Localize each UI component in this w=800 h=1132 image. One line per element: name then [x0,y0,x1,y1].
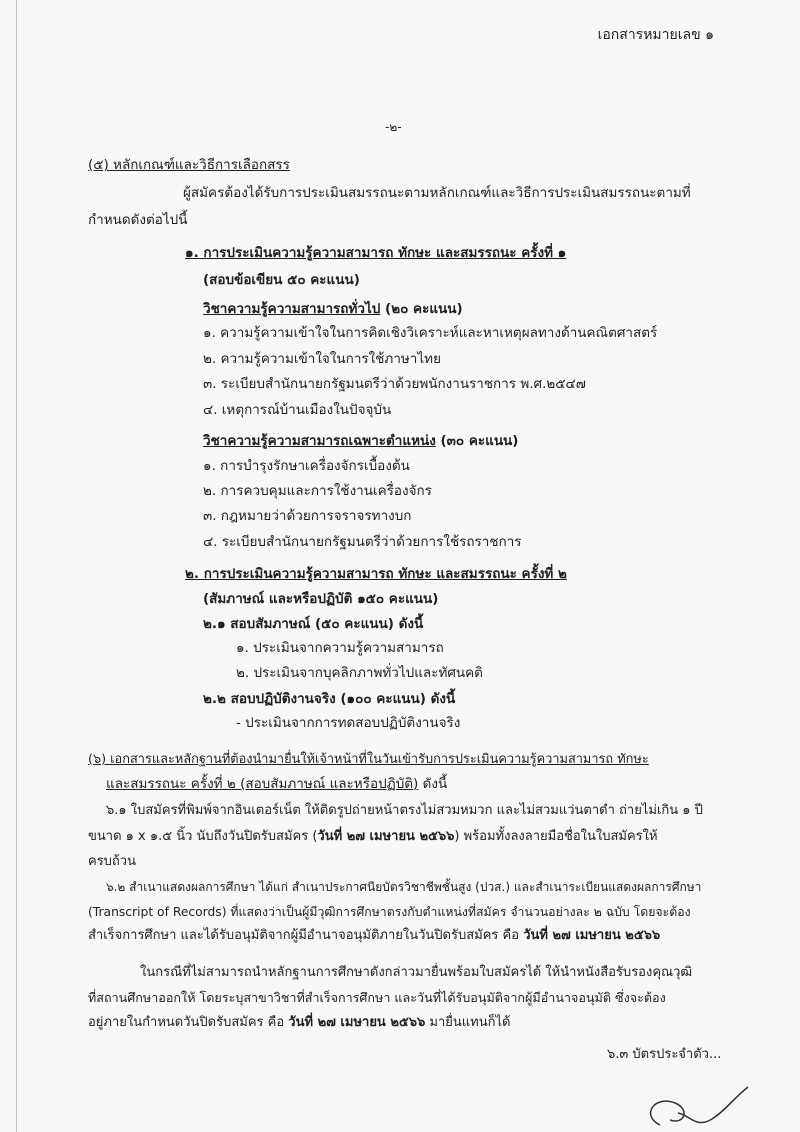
item61-line3: ครบถ้วน [88,854,136,869]
general-item-2: ๒. ความรู้ความเข้าใจในการใช้ภาษาไทย [203,351,441,367]
section6-heading-underlined: และสมรรถนะ ครั้งที่ ๒ (สอบสัมภาษณ์ และหรือปฏิบัติ) [106,776,419,792]
practical-item-1: - ประเมินจากการทดสอบปฏิบัติงานจริง [236,715,461,731]
interview-title: ๒.๑ สอบสัมภาษณ์ (๕๐ คะแนน) ดังนี้ [203,616,424,632]
specific-item-4: ๔. ระเบียบสำนักนายกรัฐมนตรีว่าด้วยการใช้รถราชการ [203,534,522,550]
item61-line2-a: ขนาด ๑ x ๑.๕ นิ้ว นับถึงวันปิดรับสมัคร ( [88,829,318,844]
continuation-text: ๖.๓ บัตรประจำตัว... [607,1047,722,1062]
note-line3 [88,1013,510,1033]
section6-heading-rest: ดังนี้ [418,776,448,792]
part2-subtitle: (สัมภาษณ์ และหรือปฏิบัติ ๑๕๐ คะแนน) [203,591,439,607]
section6-heading-line1: (๖) เอกสารและหลักฐานที่ต้องนำมายื่นให้เจ้าหน้าที่ในวันเข้ารับการประเมินความรู้ความสามารถ ทักษะ [88,752,649,767]
item62-line3 [88,926,660,946]
item61-line2-b: ) พร้อมทั้งลงลายมือชื่อในใบสมัครให้ [454,829,658,844]
note-line3-a: อยู่ภายในกำหนดวันปิดรับสมัคร คือ [88,1015,289,1030]
section5-intro-line1: ผู้สมัครต้องได้รับการประเมินสมรรถนะตามหลักเกณฑ์และวิธีการประเมินสมรรถนะตามที่ [183,185,691,201]
closing-date: วันที่ ๒๗ เมษายน ๒๕๖๖ [317,829,455,844]
signature-mark [630,1085,750,1132]
specific-item-2: ๒. การควบคุมและการใช้งานเครื่องจักร [203,483,432,499]
item61-line1: ๖.๑ ใบสมัครที่พิมพ์จากอินเตอร์เน็ต ให้ติดรูปถ่ายหน้าตรงไม่สวมหมวก และไม่สวมแว่นตาดำ ถ่ายไม่เกิน ๑ ปี [106,803,703,818]
general-subject-name: วิชาความรู้ความสามารถทั่วไป [203,301,381,317]
item62-line3-a: สำเร็จการศึกษา และได้รับอนุมัติจากผู้มีอำนาจอนุมัติภายในวันปิดรับสมัคร คือ [88,928,524,943]
page-number: -๒- [385,120,402,134]
general-subject-score: (๒๐ คะแนน) [380,301,463,317]
specific-item-3: ๓. กฎหมายว่าด้วยการจราจรทางบก [203,508,412,524]
practical-title: ๒.๒ สอบปฏิบัติงานจริง (๑๐๐ คะแนน) ดังนี้ [203,691,456,707]
item61-line2 [88,827,658,847]
specific-subject-name: วิชาความรู้ความสามารถเฉพาะตำแหน่ง [203,433,436,449]
note-line2: ที่สถานศึกษาออกให้ โดยระบุสาขาวิชาที่สำเร็จการศึกษา และวันที่ได้รับอนุมัติจากผู้มีอำนาจอนุมัติ ซึ่งจะต้อง [88,990,666,1005]
part1-subtitle: (สอบข้อเขียน ๕๐ คะแนน) [203,272,360,288]
general-item-4: ๔. เหตุการณ์บ้านเมืองในปัจจุบัน [203,402,392,418]
general-subject-title [203,299,463,319]
specific-subject-title [203,431,518,451]
section5-intro-line2: กำหนดดังต่อไปนี้ [88,212,188,228]
note-line3-b: มายื่นแทนก็ได้ [425,1015,511,1030]
specific-item-1: ๑. การบำรุงรักษาเครื่องจักรเบื้องต้น [203,458,410,474]
general-item-3: ๓. ระเบียบสำนักนายกรัฐมนตรีว่าด้วยพนักงานราชการ พ.ศ.๒๕๔๗ [203,376,586,392]
note-line1: ในกรณีที่ไม่สามารถนำหลักฐานการศึกษาดังกล่าวมายื่นพร้อมใบสมัครได้ ให้นำหนังสือรับรองคุณวุฒิ [140,965,693,980]
interview-item-1: ๑. ประเมินจากความรู้ความสามารถ [236,640,444,656]
part1-title: ๑. การประเมินความรู้ความสามารถ ทักษะ และสมรรถนะ ครั้งที่ ๑ [185,245,567,261]
section5-heading: (๕) หลักเกณฑ์และวิธีการเลือกสรร [88,157,290,173]
part2-title: ๒. การประเมินความรู้ความสามารถ ทักษะ และสมรรถนะ ครั้งที่ ๒ [185,566,567,582]
closing-date: วันที่ ๒๗ เมษายน ๒๕๖๖ [288,1015,426,1030]
specific-subject-score: (๓๐ คะแนน) [435,433,519,449]
interview-item-2: ๒. ประเมินจากบุคลิกภาพทั่วไปและทัศนคติ [236,665,483,681]
closing-date: วันที่ ๒๗ เมษายน ๒๕๖๖ [523,928,661,943]
document-number: เอกสารหมายเลข ๑ [597,27,714,43]
page-edge-line [16,0,17,1132]
item62-line1: ๖.๒ สำเนาแสดงผลการศึกษา ได้แก่ สำเนาประกาศนียบัตรวิชาชีพชั้นสูง (ปวส.) และสำเนาระเบียนแสดงผลการศึกษา [106,880,702,894]
general-item-1: ๑. ความรู้ความเข้าใจในการคิดเชิงวิเคราะห์และหาเหตุผลทางด้านคณิตศาสตร์ [203,325,658,341]
item62-line2: (Transcript of Records) ที่แสดงว่าเป็นผู้มีวุฒิการศึกษาตรงกับตำแหน่งที่สมัคร จำนวนอย่างละ ๒ ฉบับ โดยจะต้อง [88,905,691,919]
section6-heading-line2 [106,774,447,794]
